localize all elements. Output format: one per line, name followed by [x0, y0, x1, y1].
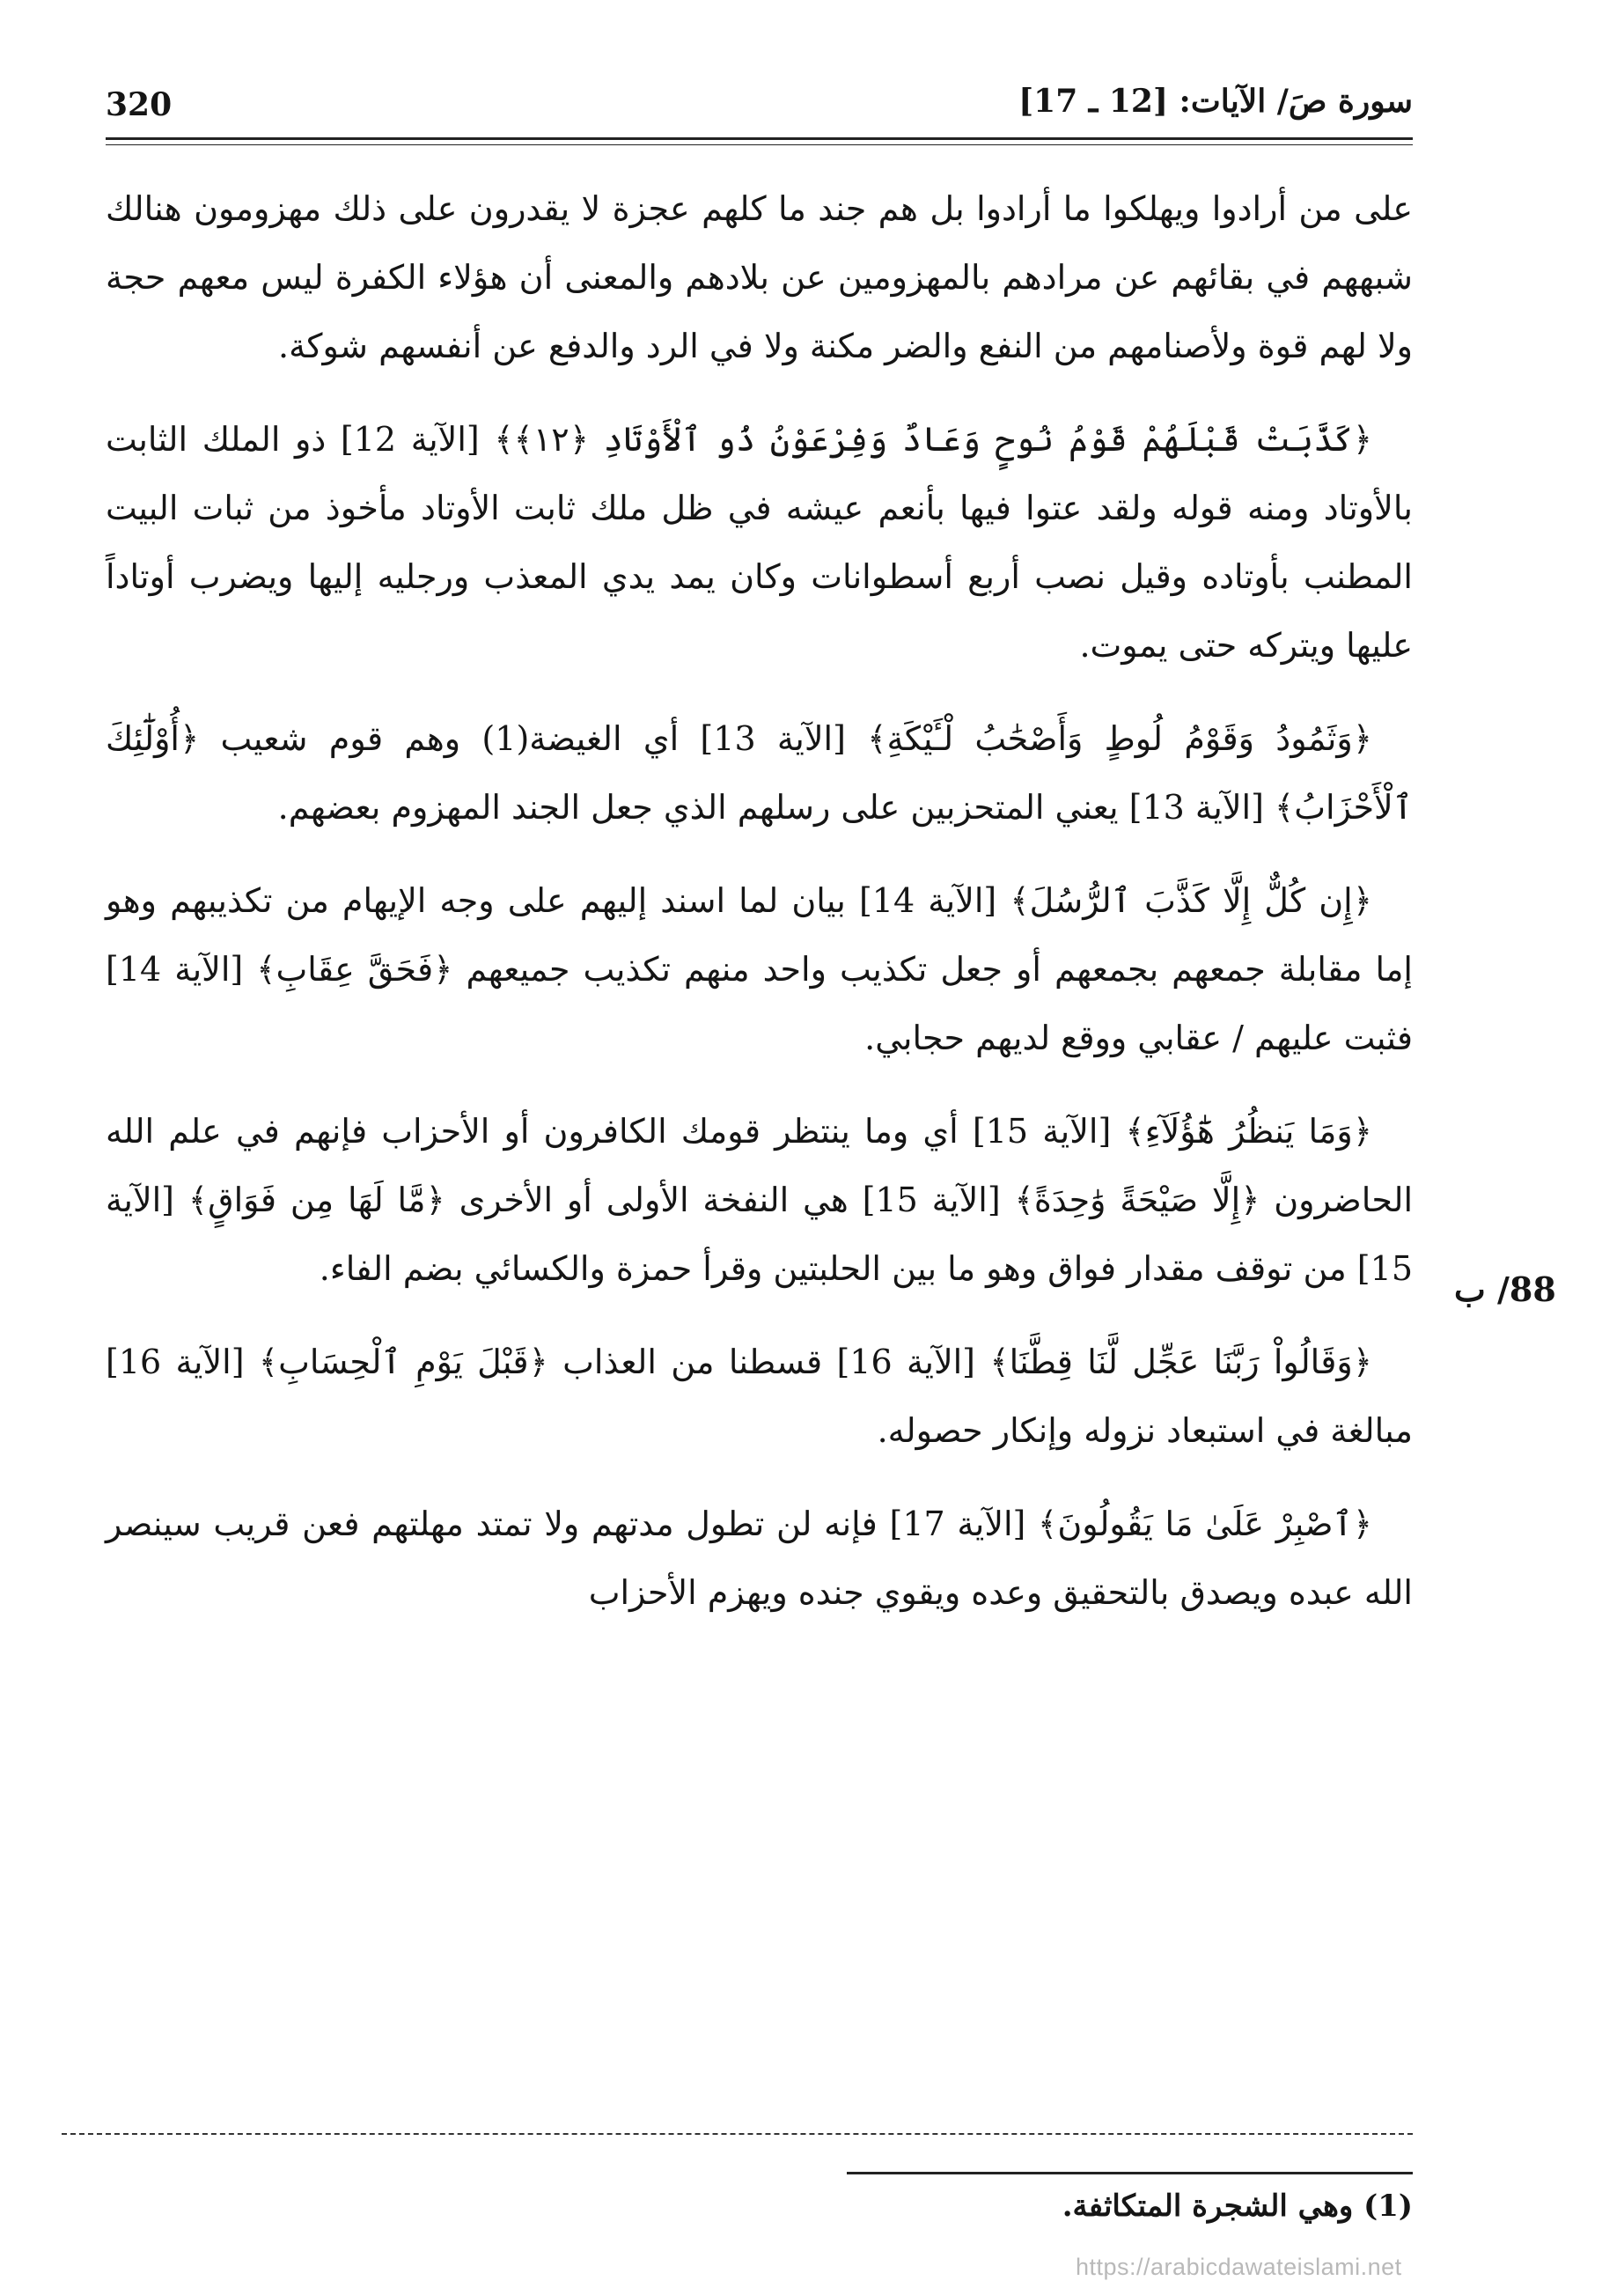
paragraph-4: ﴿إِن كُلٌّ إِلَّا كَذَّبَ ٱلرُّسُلَ﴾ [الآية 14] بيان لما اسند إليهم على وجه الإيهام من تكذيبهم وهو إما مقابلة جمعهم بجمعهم أو جعل تكذيب واحد منهم تكذيب جميعهم ﴿فَحَقَّ عِقَابِ﴾ [الآية 14] فثبت عليهم / عقابي ووقع لديهم حجابي. [106, 881, 1413, 1057]
paragraph-5: ﴿وَمَا يَنظُرُ هَٰٓؤُلَآءِ﴾ [الآية 15] أي وما ينتظر قومك الكافرون أو الأحزاب فإنهم في علم الله الحاضرون ﴿إِلَّا صَيْحَةً وَٰحِدَةً﴾ [الآية 15] هي النفخة الأولى أو الأخرى ﴿مَّا لَهَا مِن فَوَاقٍ﴾ [الآية 15] من توقف مقدار فواق وهو ما بين الحلبتين وقرأ حمزة والكسائي بضم الفاء. [106, 1112, 1413, 1288]
paragraph-1: على من أرادوا ويهلكوا ما أرادوا بل هم جند ما كلهم عجزة لا يقدرون على ذلك مهزومون هنالك شبههم في بقائهم عن مرادهم بالمهزومين عن بلادهم والمعنى أن هؤلاء الكفرة ليس معهم حجة ولا لهم قوة ولأصنامهم من النفع والضر مكنة ولا في الرد والدفع عن أنفسهم شوكة. [106, 189, 1413, 365]
footnote-divider-dashed [62, 2133, 1413, 2135]
header-rule [106, 137, 1413, 140]
running-head: سورة صَ/ الآيات: [12 ـ 17] [1018, 83, 1413, 120]
watermark-url: https://arabicdawateislami.net [1076, 2254, 1402, 2280]
paragraph-2: ﴿كَذَّبَتْ قَبْلَهُمْ قَوْمُ نُوحٍ وَعَادٌ وَفِرْعَوْنُ ذُو ٱلْأَوْتَادِ ﴿١٢﴾﴾ [الآية 12] ذو الملك الثابت بالأوتاد ومنه قوله ولقد عتوا فيها بأنعم عيشه في ظل ملك ثابت الأوتاد مأخوذ من ثبات البيت المطنب بأوتاده وقيل نصب أربع أسطوانات وكان يمد يدي المعذب ورجليه إليها ويضرب أوتاداً عليها ويتركه حتى يموت. [106, 420, 1413, 665]
footnote: (1) وهي الشجرة المتكاثفة. [1062, 2189, 1413, 2224]
footnote-divider [847, 2172, 1413, 2174]
paragraph-3: ﴿وَثَمُودُ وَقَوْمُ لُوطٍ وَأَصْحَٰبُ لْـَٔيْكَةِ﴾ [الآية 13] أي الغيضة(1) وهم قوم شعيب ﴿أُوْلَٰٓئِكَ ٱلْأَحْزَابُ﴾ [الآية 13] يعني المتحزبين على رسلهم الذي جعل الجند المهزوم بعضهم. [106, 719, 1413, 827]
paragraph-7: ﴿ٱصْبِرْ عَلَىٰ مَا يَقُولُونَ﴾ [الآية 17] فإنه لن تطول مدتهم ولا تمتد مهلتهم فعن قريب سينصر الله عبده ويصدق بالتحقيق وعده ويقوي جنده ويهزم الأحزاب [106, 1504, 1413, 1612]
body-text [106, 174, 1413, 1652]
header-rule-thin [106, 144, 1413, 145]
page-number: 320 [106, 86, 173, 123]
paragraph-6: ﴿وَقَالُواْ رَبَّنَا عَجِّل لَّنَا قِطَّنَا﴾ [الآية 16] قسطنا من العذاب ﴿قَبْلَ يَوْمِ ٱلْحِسَابِ﴾ [الآية 16] مبالغة في استبعاد نزوله وإنكار حصوله. [106, 1343, 1413, 1450]
page-header [106, 77, 1413, 132]
manuscript-folio-note: 88/ ب [1454, 1269, 1556, 1309]
